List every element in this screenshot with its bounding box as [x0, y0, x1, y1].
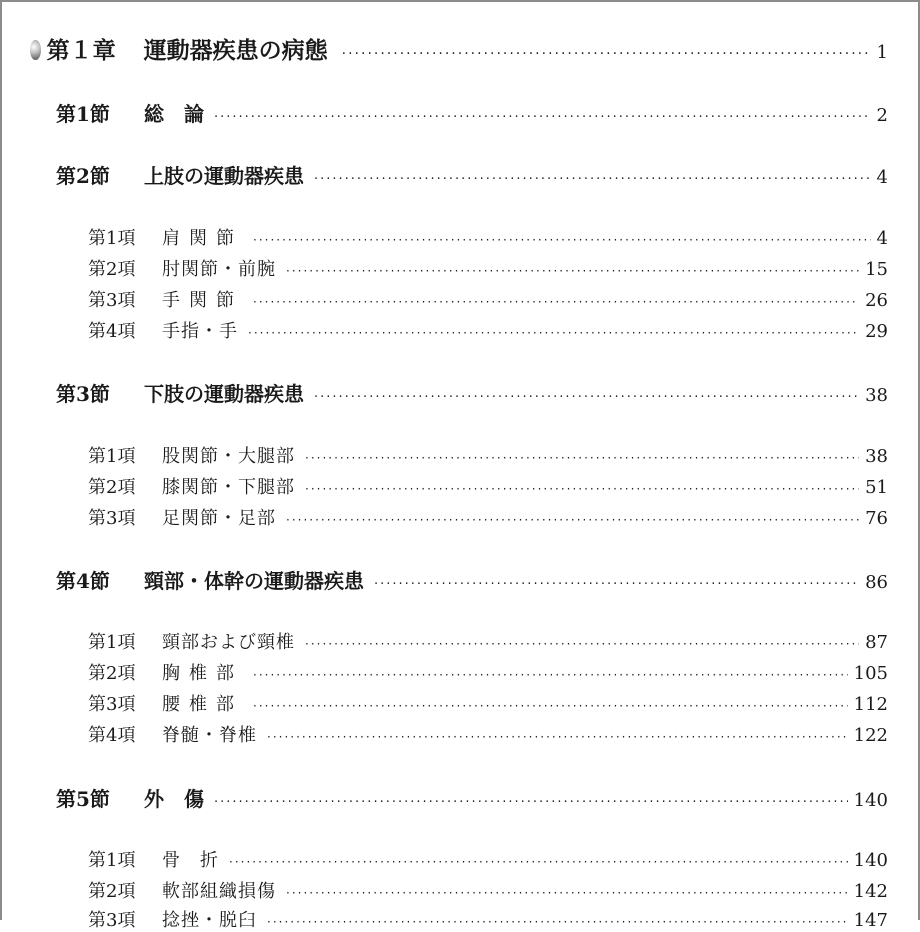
toc-section-3[interactable] — [56, 378, 888, 407]
leader-dots — [253, 699, 848, 713]
item-title: 足関節・足部 — [162, 508, 276, 529]
item-title: 手関節 — [162, 290, 243, 311]
item-page: 15 — [865, 259, 888, 280]
leader-dots — [286, 513, 859, 527]
item-title: 骨 折 — [162, 850, 219, 871]
toc-item[interactable] — [88, 721, 888, 747]
section-title: 頸部・体幹の運動器疾患 — [144, 569, 364, 593]
leader-dots — [305, 451, 859, 465]
section-title: 総 論 — [144, 102, 204, 126]
item-page: 140 — [853, 850, 888, 871]
leader-dots — [342, 46, 871, 62]
leader-dots — [253, 295, 859, 309]
leader-dots — [314, 172, 871, 187]
leader-dots — [286, 264, 859, 278]
section-page: 2 — [876, 105, 888, 126]
item-page: 76 — [865, 508, 888, 529]
item-number: 第1項 — [88, 632, 136, 653]
toc-chapter-1[interactable] — [30, 32, 888, 65]
toc-item[interactable] — [88, 224, 888, 250]
leader-dots — [214, 795, 848, 810]
section-page: 4 — [876, 167, 888, 188]
toc-item[interactable] — [88, 442, 888, 468]
item-title: 股関節・大腿部 — [162, 446, 295, 467]
item-title: 膝関節・下腿部 — [162, 477, 295, 498]
toc-section-2[interactable] — [56, 160, 888, 189]
item-page: 112 — [853, 694, 888, 715]
section-page: 86 — [865, 572, 888, 593]
toc-item[interactable] — [88, 690, 888, 716]
chapter-page: 1 — [876, 42, 888, 63]
leader-dots — [267, 915, 848, 929]
item-number: 第2項 — [88, 881, 136, 902]
item-page: 122 — [853, 725, 888, 746]
item-number: 第3項 — [88, 508, 136, 529]
item-title: 胸椎部 — [162, 663, 243, 684]
toc-item[interactable] — [88, 473, 888, 499]
item-number: 第1項 — [88, 446, 136, 467]
section-title: 下肢の運動器疾患 — [144, 382, 304, 406]
item-number: 第4項 — [88, 725, 136, 746]
item-page: 147 — [853, 910, 888, 931]
leader-dots — [374, 577, 859, 592]
toc-item[interactable] — [88, 659, 888, 685]
item-title: 頸部および頸椎 — [162, 632, 295, 653]
leader-dots — [229, 855, 848, 869]
toc-item[interactable] — [88, 504, 888, 530]
item-page: 51 — [865, 477, 888, 498]
section-title: 外 傷 — [144, 787, 204, 811]
item-title: 肘関節・前腕 — [162, 259, 276, 280]
leader-dots — [214, 110, 871, 125]
item-number: 第2項 — [88, 477, 136, 498]
chapter-number: 第１章 — [46, 38, 116, 64]
item-number: 第4項 — [88, 321, 136, 342]
item-title: 脊髄・脊椎 — [162, 725, 257, 746]
toc-item[interactable] — [88, 255, 888, 281]
item-page: 87 — [865, 632, 888, 653]
section-number: 第4節 — [56, 569, 110, 593]
item-page: 105 — [853, 663, 888, 684]
toc-item[interactable] — [88, 628, 888, 654]
leader-dots — [286, 886, 848, 900]
toc-item[interactable] — [88, 877, 888, 903]
item-page: 38 — [865, 446, 888, 467]
item-number: 第2項 — [88, 259, 136, 280]
item-number: 第3項 — [88, 290, 136, 311]
item-number: 第3項 — [88, 910, 136, 931]
leader-dots — [253, 233, 871, 247]
item-number: 第2項 — [88, 663, 136, 684]
item-number: 第1項 — [88, 850, 136, 871]
section-page: 38 — [865, 385, 888, 406]
section-number: 第1節 — [56, 102, 110, 126]
leader-dots — [305, 637, 859, 651]
leader-dots — [314, 390, 859, 405]
item-title: 肩関節 — [162, 228, 243, 249]
chapter-title: 運動器疾患の病態 — [143, 38, 328, 64]
item-title: 腰椎部 — [162, 694, 243, 715]
item-page: 142 — [853, 881, 888, 902]
item-title: 手指・手 — [162, 321, 238, 342]
leader-dots — [305, 482, 859, 496]
toc-item[interactable] — [88, 317, 888, 343]
toc-item[interactable] — [88, 906, 888, 932]
toc-item[interactable] — [88, 286, 888, 312]
leader-dots — [267, 730, 848, 744]
toc-section-4[interactable] — [56, 565, 888, 594]
toc-item[interactable] — [88, 846, 888, 872]
item-number: 第3項 — [88, 694, 136, 715]
leader-dots — [248, 326, 859, 340]
leader-dots — [253, 668, 848, 682]
toc-section-5[interactable] — [56, 783, 888, 812]
section-title: 上肢の運動器疾患 — [144, 164, 304, 188]
section-number: 第5節 — [56, 787, 110, 811]
bullet-ball-icon — [30, 40, 41, 60]
item-title: 軟部組織損傷 — [162, 881, 276, 902]
item-title: 捻挫・脱臼 — [162, 910, 257, 931]
toc-section-1[interactable] — [56, 98, 888, 127]
item-number: 第1項 — [88, 228, 136, 249]
section-page: 140 — [853, 790, 888, 811]
item-page: 26 — [865, 290, 888, 311]
item-page: 4 — [876, 228, 888, 249]
section-number: 第2節 — [56, 164, 110, 188]
section-number: 第3節 — [56, 382, 110, 406]
item-page: 29 — [865, 321, 888, 342]
